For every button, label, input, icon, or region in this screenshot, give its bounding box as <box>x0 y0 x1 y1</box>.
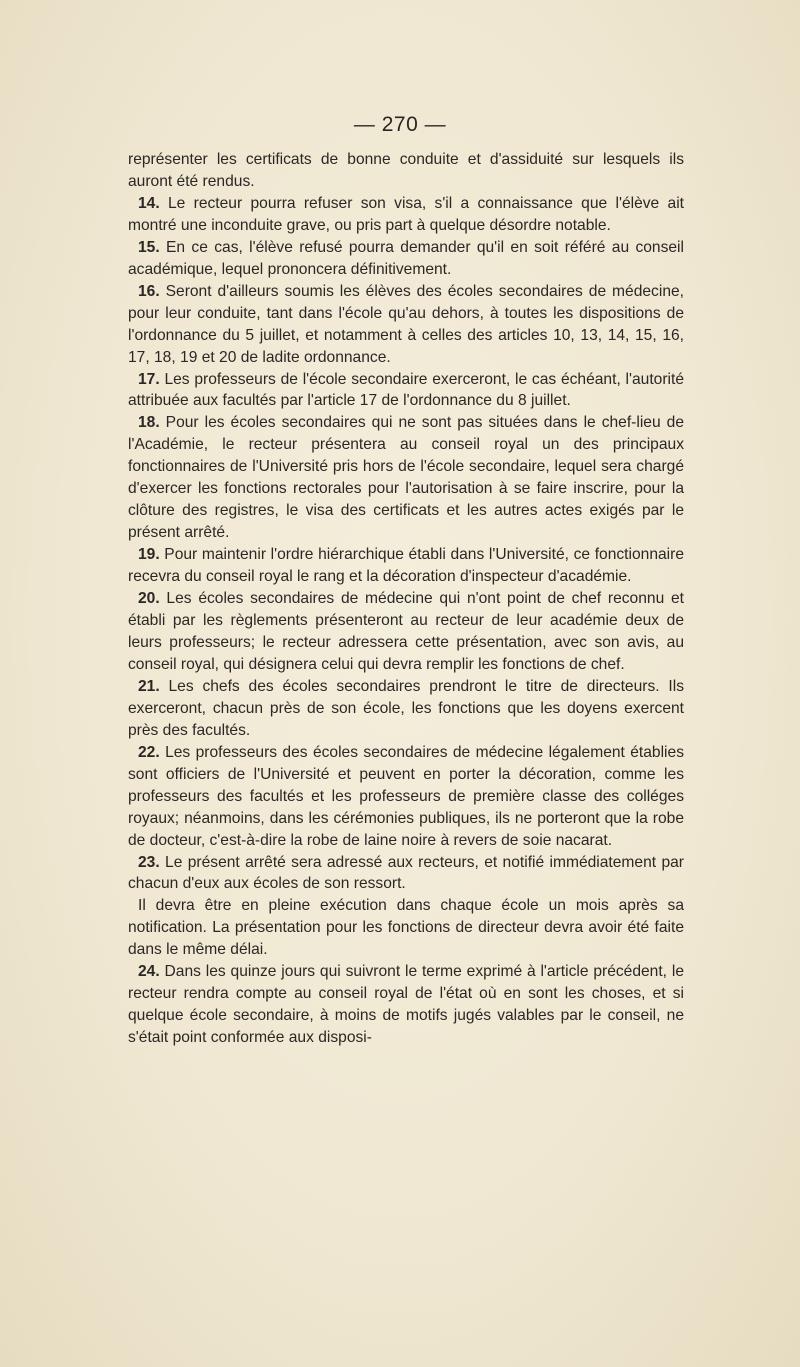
paragraph-text: Les chefs des écoles secondaires prendront le titre de directeurs. Ils exerceront, chacun près de son école, les fonctions que les doyens exercent près des facultés. <box>128 677 684 739</box>
article-number: 24. <box>138 963 160 981</box>
paragraph-text: Dans les quinze jours qui suivront le terme exprimé à l'article précédent, le recteur rendra compte au conseil royal de l'état où en sont les choses, et si quelque école secondaire, à moins de motifs jugés valables par le conseil, ne s'était point conformée aux disposi- <box>128 963 684 1047</box>
paragraph-text: Il devra être en pleine exécution dans chaque école un mois après sa notification. La présentation pour les fonctions de directeur devra avoir été faite dans le même délai. <box>128 897 684 959</box>
paragraph-article-21 <box>128 676 684 742</box>
paragraph-article-16 <box>128 281 684 369</box>
paragraph-article-20 <box>128 588 684 676</box>
paragraph-article-23-continued <box>128 895 684 961</box>
paragraph-text: Le présent arrêté sera adressé aux recteurs, et notifié immédiatement par chacun d'eux aux écoles de son ressort. <box>128 853 684 893</box>
article-number: 19. <box>138 546 160 564</box>
paragraph-text: Le recteur pourra refuser son visa, s'il a connaissance que l'élève ait montré une inconduite grave, ou pris part à quelque désordre notable. <box>128 194 684 234</box>
page-body <box>128 149 684 1049</box>
paragraph-text: Seront d'ailleurs soumis les élèves des écoles secondaires de médecine, pour leur conduite, tant dans l'école qu'au dehors, à toutes les dispositions de l'ordonnance du 5 juillet, et notamment à celles des articles 10, 13, 14, 15, 16, 17, 18, 19 et 20 de ladite ordonnance. <box>128 282 684 366</box>
paragraph-article-17 <box>128 369 684 413</box>
paragraph-text: Les professeurs de l'école secondaire exerceront, le cas échéant, l'autorité attribuée aux facultés par l'article 17 de l'ordonnance du 8 juillet. <box>128 370 684 410</box>
paragraph-text: En ce cas, l'élève refusé pourra demander qu'il en soit référé au conseil académique, lequel prononcera définitivement. <box>128 238 684 278</box>
paragraph-text: Pour maintenir l'ordre hiérarchique établi dans l'Université, ce fonctionnaire recevra du conseil royal le rang et la décoration d'inspecteur d'académie. <box>128 546 684 586</box>
paragraph-0 <box>128 149 684 193</box>
paragraph-article-15 <box>128 237 684 281</box>
article-number: 15. <box>138 238 160 256</box>
paragraph-text: Les professeurs des écoles secondaires de médecine légalement établies sont officiers de l'Université et peuvent en porter la décoration, comme les professeurs des facultés et les professeurs de première classe des colléges royaux; néanmoins, dans les cérémonies publiques, ils ne porteront que la robe de docteur, c'est-à-dire la robe de laine noire à revers de soie nacarat. <box>128 743 684 849</box>
paragraph-text: représenter les certificats de bonne conduite et d'assiduité sur lesquels ils auront été rendus. <box>128 151 684 190</box>
article-number: 17. <box>138 370 160 388</box>
article-number: 22. <box>138 743 160 761</box>
paragraph-article-18 <box>128 412 684 544</box>
article-number: 16. <box>138 282 160 300</box>
paragraph-article-23 <box>128 852 684 896</box>
paragraph-text: Les écoles secondaires de médecine qui n'ont point de chef reconnu et établi par les règlements présenteront au recteur de leur académie deux de leurs professeurs; le recteur adressera cette présentation, avec son avis, au conseil royal, qui désignera celui qui devra remplir les fonctions de chef. <box>128 590 684 673</box>
paragraph-article-19 <box>128 544 684 588</box>
article-number: 14. <box>138 194 160 212</box>
article-number: 18. <box>138 414 160 432</box>
paragraph-article-24 <box>128 961 684 1049</box>
paragraph-article-22 <box>128 742 684 852</box>
page-number: — 270 — <box>353 113 447 136</box>
article-number: 21. <box>138 677 160 695</box>
paragraph-article-14 <box>128 193 684 237</box>
article-number: 20. <box>138 590 160 608</box>
paragraph-text: Pour les écoles secondaires qui ne sont pas situées dans le chef-lieu de l'Académie, le recteur présentera au conseil royal un des principaux fonctionnaires de l'Université pris hors de l'école secondaire, lequel sera chargé d'exercer les fonctions rectorales pour l'autorisation à se faire inscrire, pour la clôture des registres, le visa des certificats et les autres actes exigés par le présent arrêté. <box>128 414 684 542</box>
article-number: 23. <box>138 853 160 871</box>
